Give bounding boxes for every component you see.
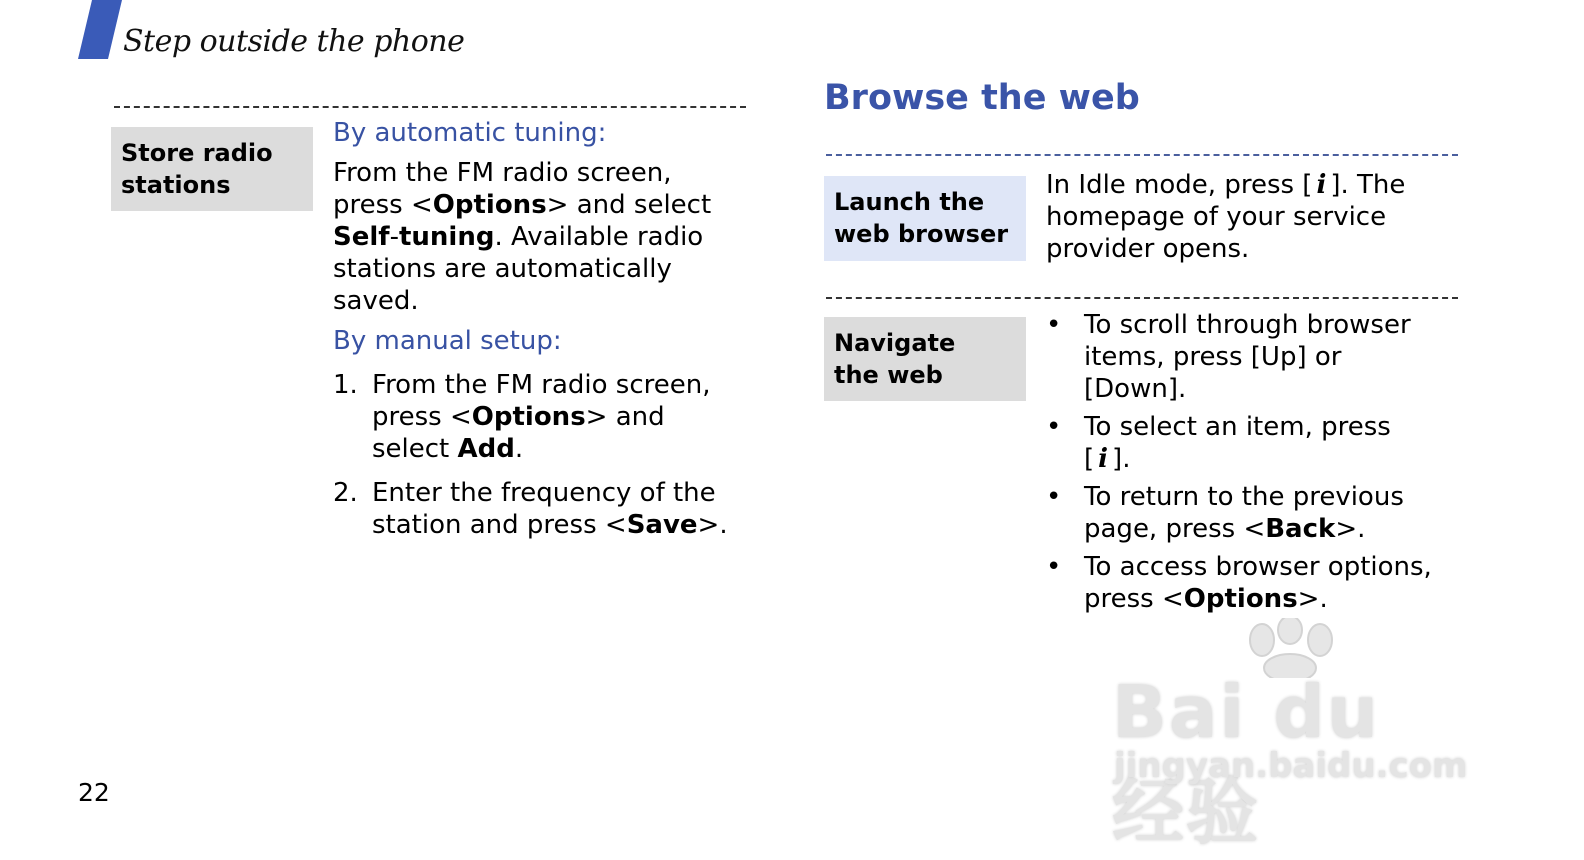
bullet-icon: • <box>1046 552 1062 582</box>
label-line: Store radio <box>121 139 273 167</box>
manual-steps-list <box>333 369 753 541</box>
menu-self: Self <box>333 222 390 252</box>
list-item <box>1046 309 1476 405</box>
text: ]. <box>1112 444 1131 474</box>
watermark-text: Bai du 经验 <box>1112 670 1381 854</box>
auto-tuning-heading: By automatic tuning: <box>333 118 607 148</box>
options-key: Options <box>432 190 547 220</box>
back-key: Back <box>1265 514 1336 544</box>
label-line: Launch the <box>834 188 985 216</box>
page-title: Browse the web <box>824 78 1140 118</box>
text: >. <box>697 510 728 540</box>
text: station and press < <box>372 510 627 540</box>
label-line: Navigate <box>834 329 956 357</box>
label-launch-web-browser <box>824 176 1026 261</box>
label-line: stations <box>121 171 231 199</box>
text: select <box>372 434 458 464</box>
navigate-bullets <box>1046 309 1476 621</box>
text: >. <box>1335 514 1366 544</box>
label-navigate-the-web <box>824 317 1026 401</box>
label-line: web browser <box>834 220 1009 248</box>
text-line <box>333 189 753 221</box>
text-line <box>1084 513 1476 545</box>
page-number: 22 <box>78 778 110 807</box>
text: press < <box>333 190 433 220</box>
i-key-icon: i <box>1098 444 1109 474</box>
text-line: From the FM radio screen, <box>333 158 672 188</box>
text: - <box>389 222 399 252</box>
manual-setup-heading: By manual setup: <box>333 326 562 356</box>
text-line: [Down]. <box>1084 374 1187 404</box>
text: press < <box>372 402 472 432</box>
divider <box>826 154 1458 156</box>
text-line: From the FM radio screen, <box>372 370 711 400</box>
text: press < <box>1084 584 1184 614</box>
watermark-url: jingyan.baidu.com <box>1114 746 1468 786</box>
section-title: Step outside the phone <box>123 24 465 59</box>
paw-logo-icon <box>1232 618 1352 678</box>
menu-tuning: tuning <box>398 222 495 252</box>
auto-tuning-paragraph <box>333 157 753 317</box>
text-line: To access browser options, <box>1084 552 1432 582</box>
menu-add: Add <box>457 434 515 464</box>
left-content <box>333 117 753 553</box>
options-key: Options <box>1183 584 1298 614</box>
list-item <box>1046 411 1476 475</box>
text-line: stations are automatically <box>333 254 672 284</box>
text-line: homepage of your service <box>1046 202 1387 232</box>
text: In Idle mode, press [ <box>1046 170 1313 200</box>
text-line: items, press [Up] or <box>1084 342 1342 372</box>
text-line: provider opens. <box>1046 234 1250 264</box>
list-item <box>333 477 753 541</box>
text-line <box>333 221 753 253</box>
bullet-icon: • <box>1046 482 1062 512</box>
bullet-icon: • <box>1046 412 1062 442</box>
text: >. <box>1297 584 1328 614</box>
text: > and select <box>546 190 712 220</box>
text-line: To return to the previous <box>1084 482 1404 512</box>
text: ]. The <box>1330 170 1406 200</box>
divider <box>826 297 1458 299</box>
step-number: 2. <box>333 478 358 508</box>
baidu-watermark <box>1112 618 1472 854</box>
text-line <box>1084 443 1476 475</box>
text: . Available radio <box>494 222 704 252</box>
text-line <box>372 509 753 541</box>
text-line <box>372 433 753 465</box>
text: page, press < <box>1084 514 1266 544</box>
text-line <box>1084 583 1476 615</box>
list-item <box>1046 551 1476 615</box>
text-line: Enter the frequency of the <box>372 478 716 508</box>
i-key-icon: i <box>1316 170 1327 200</box>
step-number: 1. <box>333 370 358 400</box>
text: [ <box>1084 444 1095 474</box>
label-line: the web <box>834 361 943 389</box>
launch-paragraph <box>1046 169 1466 265</box>
save-key: Save <box>626 510 698 540</box>
list-item <box>333 369 753 465</box>
text-line: To scroll through browser <box>1084 310 1411 340</box>
text: . <box>514 434 524 464</box>
text-line <box>1046 169 1466 201</box>
text-line: saved. <box>333 286 419 316</box>
header-accent-bar <box>78 0 122 59</box>
divider <box>114 106 746 108</box>
label-store-radio-stations <box>111 127 313 211</box>
list-item <box>1046 481 1476 545</box>
bullet-icon: • <box>1046 310 1062 340</box>
options-key: Options <box>471 402 586 432</box>
text-line <box>372 401 753 433</box>
text-line: To select an item, press <box>1084 412 1391 442</box>
text: > and <box>585 402 665 432</box>
